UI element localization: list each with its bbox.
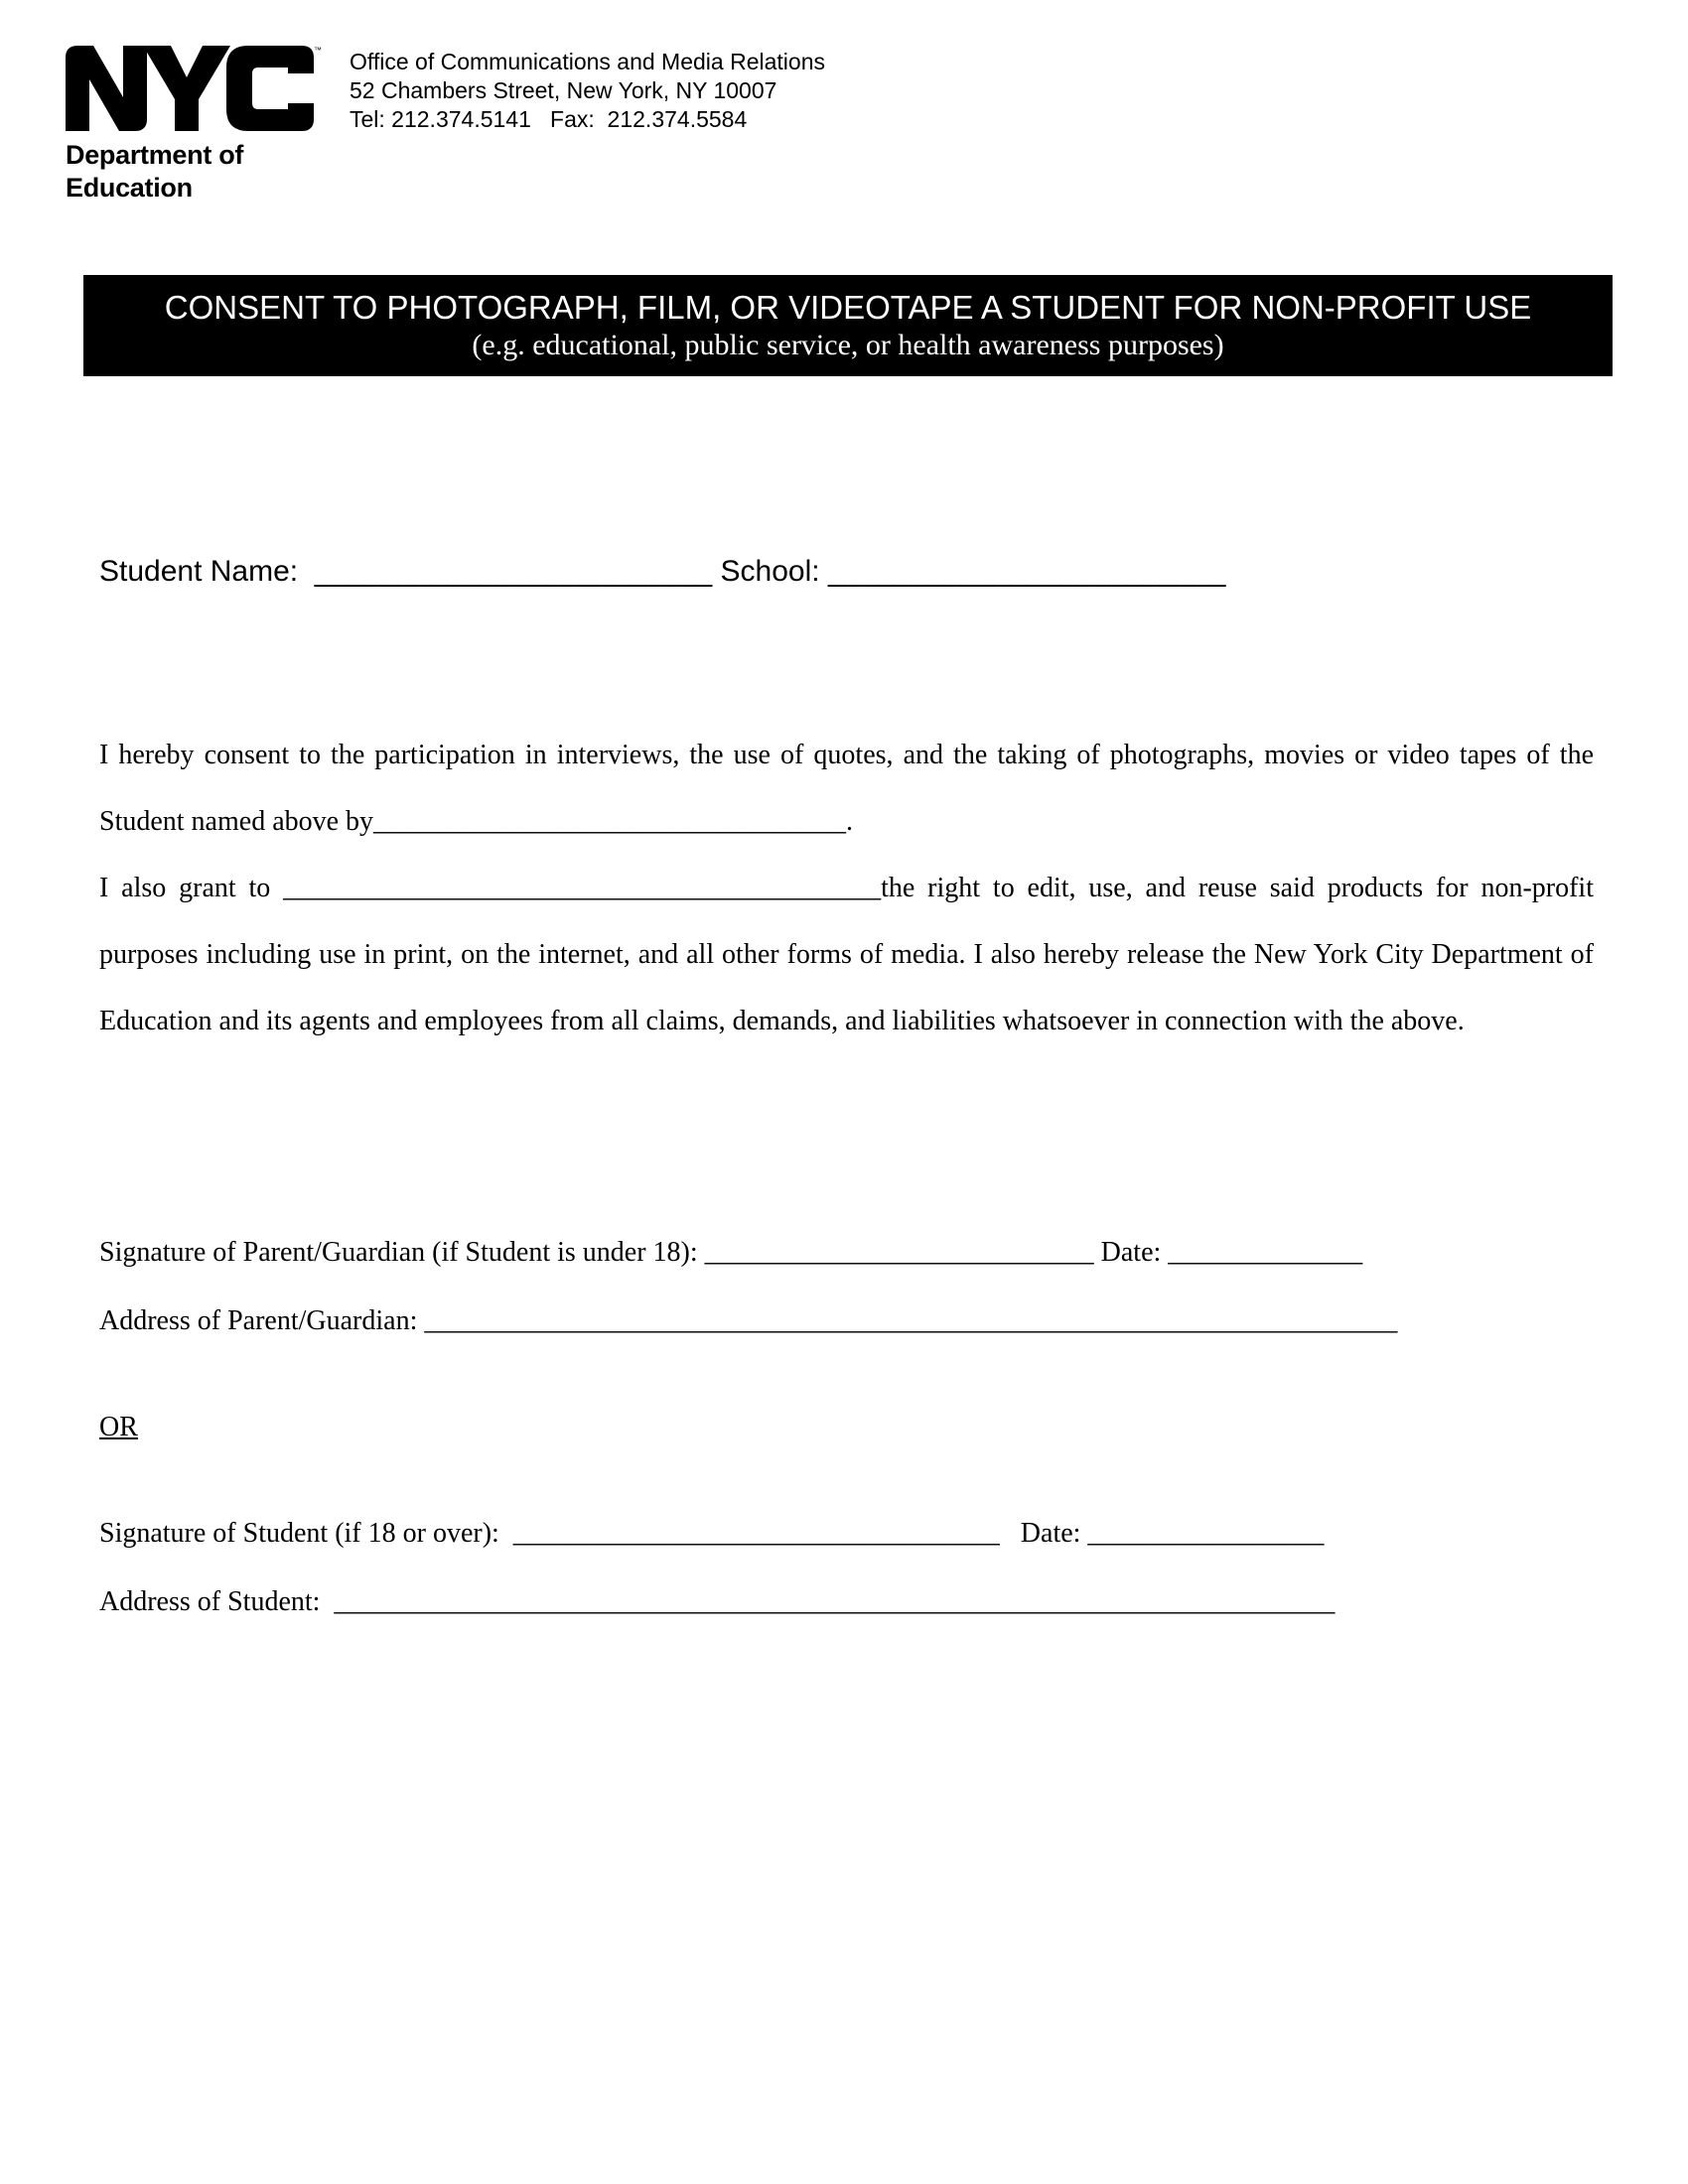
office-name: Office of Communications and Media Relations bbox=[350, 49, 825, 74]
trademark-symbol: ™ bbox=[314, 46, 322, 55]
form-title: CONSENT TO PHOTOGRAPH, FILM, OR VIDEOTAPE A STUDENT FOR NON-PROFIT USE bbox=[164, 289, 1532, 326]
nyc-logo-mark bbox=[64, 44, 320, 149]
dept-line-2: Education bbox=[66, 173, 193, 203]
department-name bbox=[66, 139, 324, 205]
office-address: 52 Chambers Street, New York, NY 10007 bbox=[350, 77, 777, 103]
parent-address-line: Address of Parent/Guardian: ______________________________________________________________________ bbox=[99, 1305, 1398, 1336]
dept-line-1: Department of bbox=[66, 140, 244, 170]
form-subtitle: (e.g. educational, public service, or health awareness purposes) bbox=[472, 329, 1224, 361]
form-title-bar bbox=[83, 275, 1613, 376]
student-name-school-line: Student Name: ________________________ School: ________________________ bbox=[99, 555, 1226, 588]
student-signature-line: Signature of Student (if 18 or over): ___________________________________ Date: _________________ bbox=[99, 1518, 1325, 1549]
consent-body bbox=[99, 722, 1594, 1054]
or-separator: OR bbox=[99, 1412, 138, 1442]
parent-signature-line: Signature of Parent/Guardian (if Student is under 18): ____________________________ Date: ______________ bbox=[99, 1237, 1363, 1268]
office-contact-block bbox=[350, 48, 825, 134]
consent-paragraph-1: I hereby consent to the participation in interviews, the use of quotes, and the taking of photographs, movies or video tapes of the Student named above by__________________________________. bbox=[99, 740, 1594, 837]
consent-paragraph-2: I also grant to ___________________________________________the right to edit, use, and reuse said products for non-profit purposes including use in print, on the internet, and all other forms of media. I also hereby release the New York City Department of Education and its agents and employees from all claims, demands, and liabilities whatsoever in connection with the above. bbox=[99, 873, 1594, 1036]
student-address-line: Address of Student: ________________________________________________________________________ bbox=[99, 1586, 1336, 1617]
office-phone-fax: Tel: 212.374.5141 Fax: 212.374.5584 bbox=[350, 106, 748, 132]
